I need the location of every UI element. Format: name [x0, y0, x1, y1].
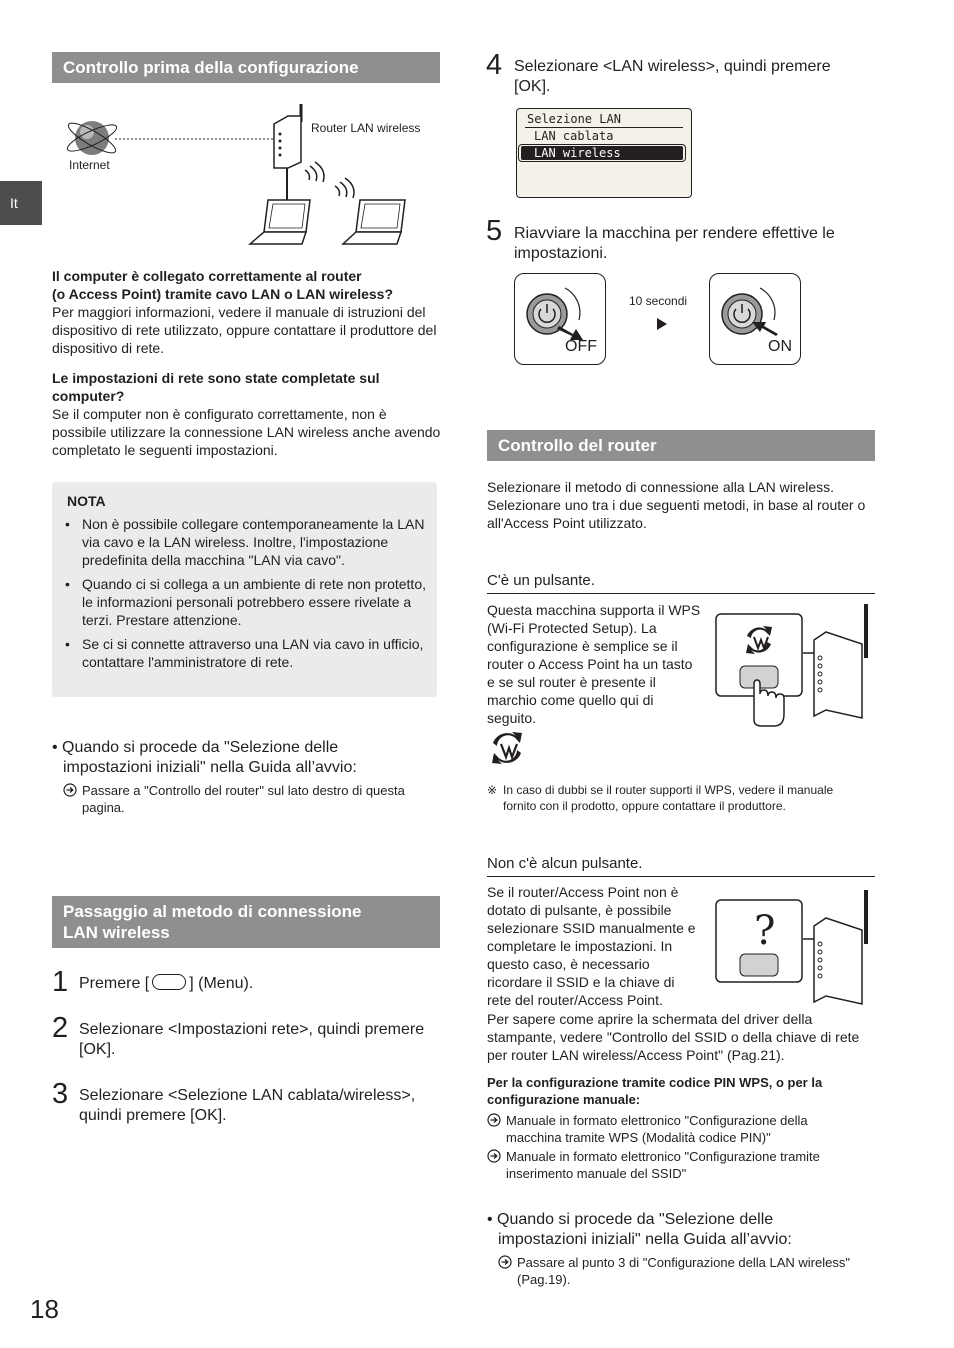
language-tab: It	[0, 181, 42, 225]
cross-reference	[487, 1112, 866, 1146]
power-off-label: OFF	[565, 338, 597, 355]
section-title-switch	[52, 896, 440, 948]
internet-globe-icon	[65, 118, 120, 157]
question-body: Per maggiori informazioni, vedere il manuale di istruzioni del dispositivo di rete utilizzato, oppure contattare il produttore del dispositivo di rete.	[52, 304, 437, 356]
reference-text: Manuale in formato elettronico "Configurazione tramite inserimento manuale del SSID"	[506, 1149, 820, 1181]
note-box	[52, 482, 437, 697]
laptop-icon	[343, 200, 405, 244]
question-body: Se il computer non è configurato correttamente, non è possibile utilizzare la connessione LAN wireless anche avendo completato le seguenti impostazioni.	[52, 406, 441, 458]
step-number: 2	[52, 1012, 69, 1044]
question-title: (o Access Point) tramite cavo LAN o LAN wireless?	[52, 286, 394, 302]
step-text: Premere [ ] (Menu).	[79, 975, 254, 992]
section-title-line: Passaggio al metodo di connessione	[63, 902, 362, 921]
cross-reference	[63, 782, 442, 816]
ssid-router-illustration	[714, 886, 876, 1008]
section-title-line: LAN wireless	[63, 923, 170, 942]
step-text: Riavviare la macchina per rendere effettive le impostazioni.	[514, 225, 835, 262]
subsection-button: C'è un pulsante.	[487, 572, 875, 594]
no-button-body: Se il router/Access Point non è dotato di pulsante, è possibile selezionare SSID manualmente e completare le impostazioni. In questo caso, è necessario ricordare il SSID e la chiave di rete del router/Access Point.	[487, 884, 696, 1008]
play-arrow-icon	[656, 317, 668, 331]
arrow-right-circle-icon	[487, 1149, 501, 1163]
router-intro: Selezionare il metodo di connessione alla LAN wireless. Selezionare uno tra i due seguenti metodi, in base al router o all'Access Point utilizzato.	[487, 479, 866, 531]
power-on-illustration	[709, 273, 801, 365]
wait-label: 10 secondi	[629, 294, 688, 308]
note-item: • Quando ci si collega a un ambiente di rete non protetto, le informazioni personali potrebbero essere rivelate a terzi. Prestare attenzione.	[52, 575, 427, 629]
note-item: • Se ci si connette attraverso una LAN via cavo in ufficio, contattare l'amministratore di rete.	[52, 635, 427, 671]
section-title-check: Controllo prima della configurazione	[52, 52, 440, 83]
section-title-router: Controllo del router	[487, 430, 875, 461]
wps-logo-icon	[487, 728, 527, 768]
router-icon	[274, 104, 301, 168]
pin-title: Per la configurazione tramite codice PIN WPS, o per la configurazione manuale:	[487, 1075, 823, 1107]
lcd-screen	[516, 108, 692, 198]
menu-key-icon	[152, 974, 186, 990]
lcd-option-selected: LAN wireless	[534, 146, 621, 160]
reference-text: Manuale in formato elettronico "Configurazione della macchina tramite WPS (Modalità codice PIN)"	[506, 1113, 808, 1145]
power-off-illustration	[514, 273, 606, 365]
wps-router-illustration	[714, 600, 876, 730]
arrow-right-circle-icon	[487, 1113, 501, 1127]
arrow-right-circle-icon	[63, 783, 77, 797]
arrow-right-circle-icon	[498, 1255, 512, 1269]
question-title: Il computer è collegato correttamente al router	[52, 268, 362, 284]
laptop-icon	[250, 200, 310, 244]
step-number: 4	[486, 49, 503, 81]
step-text: Selezionare <LAN wireless>, quindi premere [OK].	[514, 58, 831, 95]
note-item: • Non è possibile collegare contemporaneamente la LAN via cavo e la LAN wireless. Inoltre, l'impostazione predefinita della macchina "LAN via cavo".	[52, 515, 427, 569]
reference-text: Passare al punto 3 di "Configurazione della LAN wireless" (Pag.19).	[517, 1255, 850, 1287]
step-text: Selezionare <Impostazioni rete>, quindi premere [OK].	[79, 1021, 425, 1058]
step-number: 5	[486, 215, 503, 247]
step-text: Selezionare <Selezione LAN cablata/wireless>, quindi premere [OK].	[79, 1087, 416, 1124]
step-number: 3	[52, 1078, 69, 1110]
power-button-icon	[521, 282, 585, 346]
note-title: NOTA	[67, 493, 106, 509]
cross-reference	[498, 1254, 892, 1288]
router-label: Router LAN wireless	[311, 121, 421, 135]
page-number: 18	[30, 1294, 59, 1324]
button-body: Questa macchina supporta il WPS (Wi-Fi Protected Setup). La configurazione è semplice se il router o Access Point ha un tasto e se sul router è presente il marchio come quello qui di seguito.	[487, 602, 701, 726]
lcd-option: LAN cablata	[534, 129, 614, 143]
subsection-no-button: Non c'è alcun pulsante.	[487, 855, 875, 877]
no-button-body-2: Per sapere come aprire la schermata del driver della stampante, vedere "Controllo del SSID o della chiave di rete per router LAN wireless/Access Point" (Pag.21).	[487, 1011, 860, 1063]
cross-reference	[487, 1148, 866, 1182]
wps-note: In caso di dubbi se il router supporti il WPS, vedere il manuale fornito con il prodotto, oppure contattare il produttore.	[503, 783, 834, 813]
internet-label: Internet	[69, 158, 110, 172]
note-mark: ※	[487, 783, 498, 797]
question-title: Le impostazioni di rete sono state completate sul computer?	[52, 370, 380, 404]
question-mark-icon: ?	[754, 908, 776, 954]
wireless-signal-icon	[305, 162, 354, 198]
step-number: 1	[52, 966, 69, 998]
power-button-icon	[716, 282, 780, 346]
lcd-title: Selezione LAN	[527, 112, 621, 126]
reference-text: Passare a "Controllo del router" sul lato destro di questa pagina.	[82, 783, 405, 815]
setup-bullet: • Quando si procede da "Selezione delle impostazioni iniziali" nella Guida all’avvio:	[52, 739, 357, 776]
setup-bullet: • Quando si procede da "Selezione delle impostazioni iniziali" nella Guida all’avvio:	[487, 1211, 792, 1248]
power-on-label: ON	[768, 338, 792, 355]
